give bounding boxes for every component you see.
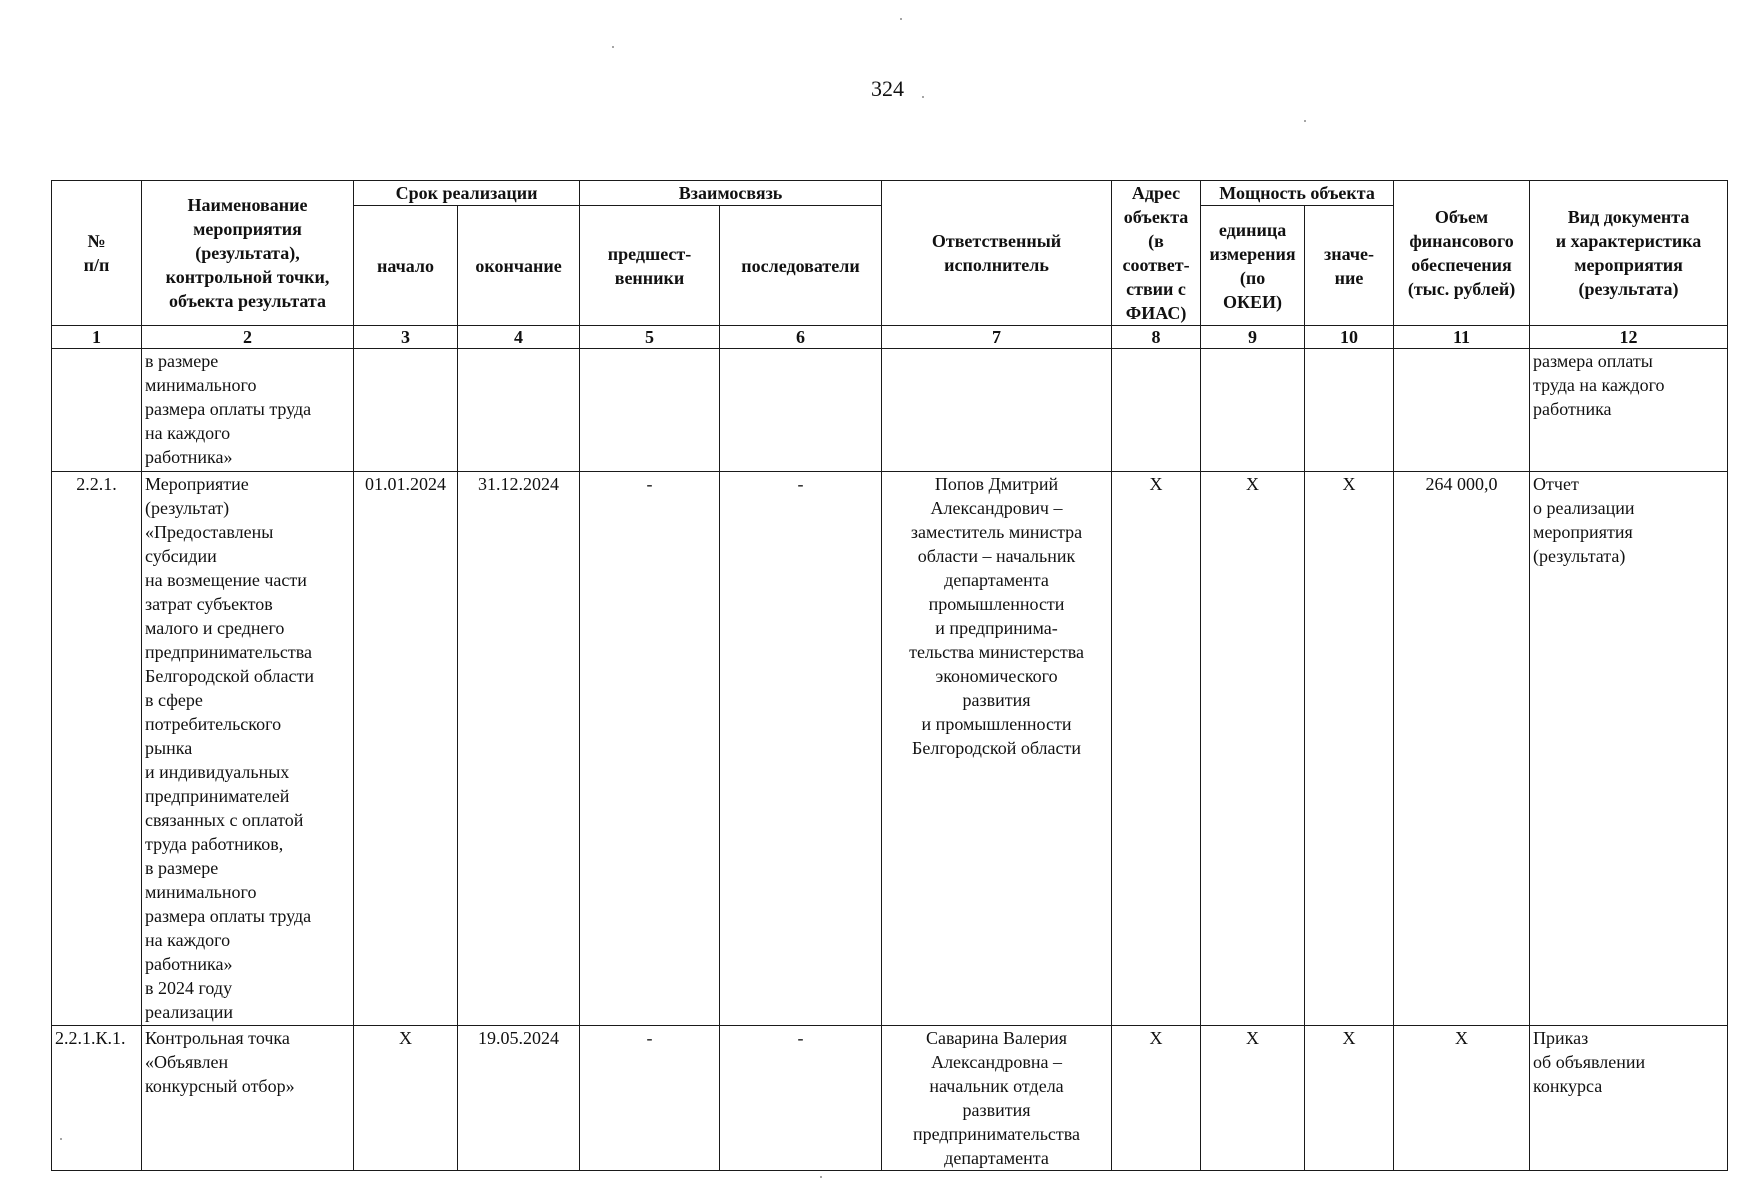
- column-number: 2: [142, 326, 354, 349]
- cell-value: [1305, 349, 1394, 472]
- column-number: 11: [1394, 326, 1530, 349]
- cell-successors: -: [720, 472, 882, 1026]
- cell-end: [458, 349, 580, 472]
- cell-funding: [1394, 349, 1530, 472]
- column-number: 5: [580, 326, 720, 349]
- header-row-group: [52, 181, 1728, 206]
- header-unit: единица измерения (по ОКЕИ): [1201, 206, 1305, 326]
- cell-unit: [1201, 349, 1305, 472]
- cell-unit: X: [1201, 1026, 1305, 1171]
- cell-address: X: [1112, 1026, 1201, 1171]
- header-name: Наименование мероприятия (результата), контрольной точки, объекта результата: [142, 181, 354, 326]
- column-number: 3: [354, 326, 458, 349]
- header-doc-type: Вид документа и характеристика мероприятия (результата): [1530, 181, 1728, 326]
- cell-start: [354, 349, 458, 472]
- cell-name: Контрольная точка «Объявлен конкурсный отбор»: [142, 1026, 354, 1171]
- scan-speck: [1304, 120, 1306, 122]
- cell-responsible: Попов Дмитрий Александрович – заместитель министра области – начальник департамента промышленности и предпринима- тельства министерства экономического развития и промышленности Белгородской области: [882, 472, 1112, 1026]
- cell-name: в размере минимального размера оплаты труда на каждого работника»: [142, 349, 354, 472]
- header-funding: Объем финансового обеспечения (тыс. рублей): [1394, 181, 1530, 326]
- header-num: № п/п: [52, 181, 142, 326]
- cell-address: X: [1112, 472, 1201, 1026]
- cell-predecessors: [580, 349, 720, 472]
- header-end: окончание: [458, 206, 580, 326]
- cell-doc-type: Приказ об объявлении конкурса: [1530, 1026, 1728, 1171]
- page-number: 324: [871, 76, 904, 101]
- cell-num: 2.2.1.К.1.: [52, 1026, 142, 1171]
- column-number: 9: [1201, 326, 1305, 349]
- column-number: 12: [1530, 326, 1728, 349]
- scan-speck: [900, 18, 902, 20]
- column-number: 4: [458, 326, 580, 349]
- cell-successors: [720, 349, 882, 472]
- column-number: 8: [1112, 326, 1201, 349]
- scan-speck: [60, 1138, 62, 1140]
- cell-start: X: [354, 1026, 458, 1171]
- header-value: значе- ние: [1305, 206, 1394, 326]
- cell-funding: X: [1394, 1026, 1530, 1171]
- cell-value: X: [1305, 472, 1394, 1026]
- header-link-group: Взаимосвязь: [580, 181, 882, 206]
- column-number: 6: [720, 326, 882, 349]
- header-responsible: Ответственный исполнитель: [882, 181, 1112, 326]
- header-predecessors: предшест- венники: [580, 206, 720, 326]
- cell-responsible: Саварина Валерия Александровна – начальник отдела развития предпринимательства департамента: [882, 1026, 1112, 1171]
- column-number: 1: [52, 326, 142, 349]
- header-successors: последователи: [720, 206, 882, 326]
- column-number: 7: [882, 326, 1112, 349]
- header-capacity-group: Мощность объекта: [1201, 181, 1394, 206]
- header-start: начало: [354, 206, 458, 326]
- cell-doc-type: Отчет о реализации мероприятия (результата): [1530, 472, 1728, 1026]
- cell-funding: 264 000,0: [1394, 472, 1530, 1026]
- scan-speck: [612, 46, 614, 48]
- cell-responsible: [882, 349, 1112, 472]
- header-period-group: Срок реализации: [354, 181, 580, 206]
- cell-address: [1112, 349, 1201, 472]
- cell-successors: -: [720, 1026, 882, 1171]
- table-row: [52, 472, 1728, 1026]
- cell-end: 31.12.2024: [458, 472, 580, 1026]
- cell-unit: X: [1201, 472, 1305, 1026]
- table-row: [52, 349, 1728, 472]
- cell-doc-type: размера оплаты труда на каждого работника: [1530, 349, 1728, 472]
- cell-num: [52, 349, 142, 472]
- cell-predecessors: -: [580, 1026, 720, 1171]
- cell-num: 2.2.1.: [52, 472, 142, 1026]
- column-number: 10: [1305, 326, 1394, 349]
- cell-end: 19.05.2024: [458, 1026, 580, 1171]
- cell-value: X: [1305, 1026, 1394, 1171]
- cell-start: 01.01.2024: [354, 472, 458, 1026]
- cell-name: Мероприятие (результат) «Предоставлены субсидии на возмещение части затрат субъектов малого и среднего предпринимательства Белгородской области в сфере потребительского рынка и индивидуальных предпринимателей связанных с оплатой труда работников, в размере минимального размера оплаты труда на каждого работника» в 2024 году реализации: [142, 472, 354, 1026]
- plan-table: [51, 180, 1728, 1171]
- table-row: [52, 1026, 1728, 1171]
- scan-speck: [922, 96, 924, 98]
- scan-speck: [820, 1176, 822, 1178]
- cell-predecessors: -: [580, 472, 720, 1026]
- header-address: Адрес объекта (в соответ- ствии с ФИАС): [1112, 181, 1201, 326]
- column-number-row: [52, 326, 1728, 349]
